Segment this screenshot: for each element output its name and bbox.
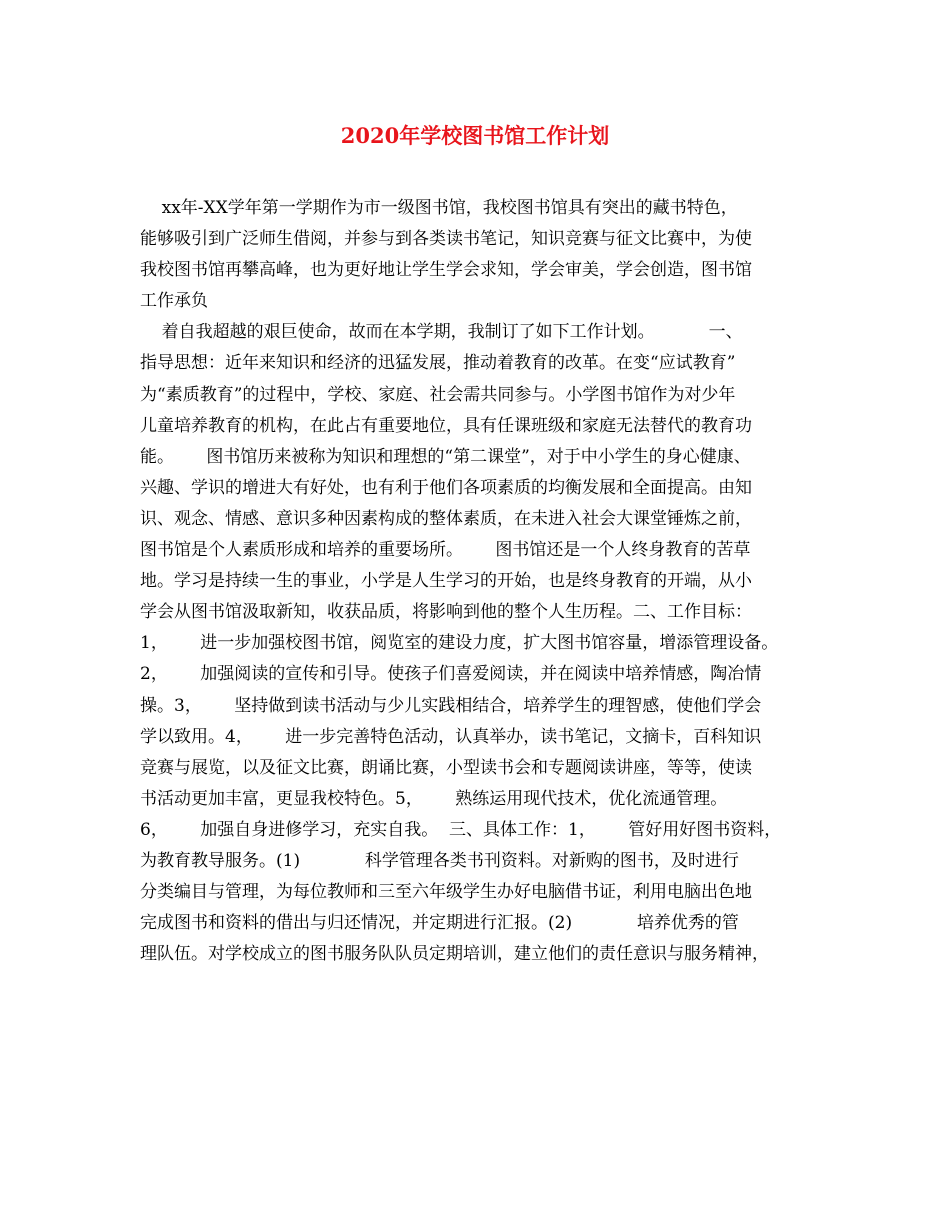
text-line: 竞赛与展览，以及征文比赛，朗诵比赛，小型读书会和专题阅读讲座，等等，使读 [140,757,752,778]
text-line: 指导思想：近年来知识和经济的迅猛发展，推动着教育的改革。在变“应试教育” [140,353,736,374]
text-line: 分类编目与管理，为每位教师和三至六年级学生办好电脑借书证，利用电脑出色地 [140,882,752,903]
text-line: 着自我超越的艰巨使命，故而在本学期，我制订了如下工作计划。 一、 [140,322,743,343]
text-line: 能够吸引到广泛师生借阅，并参与到各类读书笔记，知识竞赛与征文比赛中，为使 [140,229,752,250]
text-line: 为教育教导服务。(1) 科学管理各类书刊资料。对新购的图书，及时进行 [140,850,739,871]
text-line: 为“素质教育”的过程中，学校、家庭、社会需共同参与。小学图书馆作为对少年 [140,384,736,405]
text-line: 完成图书和资料的借出与归还情况，并定期进行汇报。(2) 培养优秀的管 [140,913,739,934]
text-line: 书活动更加丰富，更显我校特色。5， 熟练运用现代技术，优化流通管理。 [140,788,728,809]
text-line: 儿童培养教育的机构，在此占有重要地位，具有任课班级和家庭无法替代的教育功 [140,415,752,436]
text-line: 6， 加强自身进修学习，充实自我。 三、具体工作：1， 管好用好图书资料， [140,819,782,840]
text-line: 操。3， 坚持做到读书活动与少儿实践相结合，培养学生的理智感，使他们学会 [140,695,762,716]
text-line: 我校图书馆再攀高峰，也为更好地让学生学会求知，学会审美，学会创造，图书馆 [140,260,752,281]
document-body [140,193,840,970]
text-line: 2， 加强阅读的宣传和引导。使孩子们喜爱阅读，并在阅读中培养情感，陶冶情 [140,664,762,685]
text-line: 兴趣、学识的增进大有好处，也有利于他们各项素质的均衡发展和全面提高。由知 [140,477,752,498]
text-line: 学以致用。4， 进一步完善特色活动，认真举办，读书笔记，文摘卡，百科知识 [140,726,762,747]
document-title: 2020年学校图书馆工作计划 [340,123,610,148]
text-line: 图书馆是个人素质形成和培养的重要场所。 图书馆还是一个人终身教育的苦草 [140,540,751,561]
text-line: 理队伍。对学校成立的图书服务队队员定期培训，建立他们的责任意识与服务精神， [140,944,769,965]
text-line: 工作承负 [140,291,208,312]
text-line: 地。学习是持续一生的事业，小学是人生学习的开始，也是终身教育的开端，从小 [140,571,752,592]
text-line: 1， 进一步加强校图书馆，阅览室的建设力度，扩大图书馆容量，增添管理设备。 [140,633,779,654]
text-line: 学会从图书馆汲取新知，收获品质，将影响到他的整个人生历程。二、工作目标： [140,602,752,623]
text-line: 识、观念、情感、意识多种因素构成的整体素质，在未进入社会大课堂锤炼之前， [140,508,752,529]
text-line: xx年-XX学年第一学期作为市一级图书馆，我校图书馆具有突出的藏书特色， [140,198,738,218]
text-line: 能。 图书馆历来被称为知识和理想的“第二课堂”，对于中小学生的身心健康、 [140,446,751,467]
